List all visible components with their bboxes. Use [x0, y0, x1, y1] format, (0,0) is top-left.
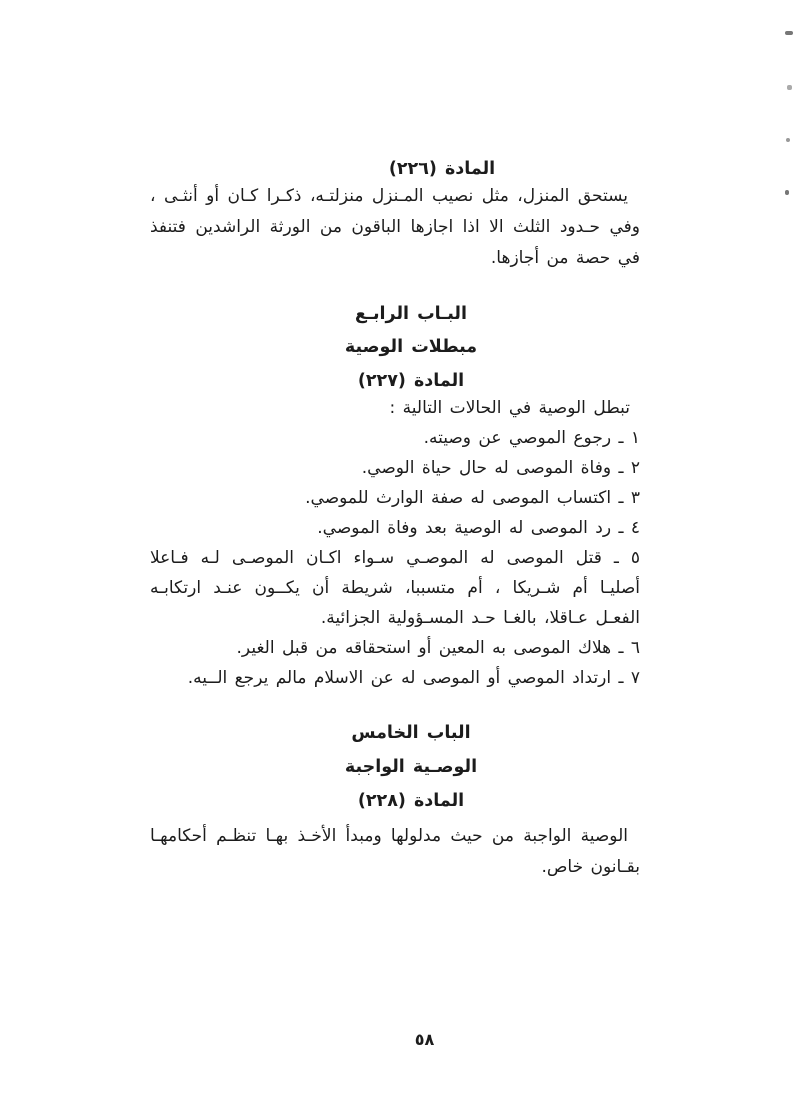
- article-226-heading: المادة (٢٢٦): [388, 159, 496, 179]
- list-item-5: ٥ ـ قتل الموصى له الموصـي سـواء اكـان الموصـى لـه فـاعلا أصليـا أم شـريكا ، أم متسببا، شريطة أن يكــون عنـد ارتكابـه الفعـل عـاقلا، بالغـا حـد المسـؤولية الجزائية.: [150, 548, 640, 628]
- page-number: ٥٨: [414, 1030, 435, 1049]
- scan-speck: [785, 190, 789, 195]
- chapter-5-subtitle: الوصـية الواجبة: [344, 757, 478, 777]
- article-227-heading: المادة (٢٢٧): [357, 371, 465, 391]
- chapter-4-title: البـاب الرابـع: [355, 304, 467, 324]
- article-226-body: يستحق المنزل، مثل نصيب المـنزل منزلتـه، ذكـرا كـان أو أنثـى ، وفي حـدود الثلث الا اذا اجازها الباقون من الورثة الراشدين فتنفذ في حصة من أجازها.: [150, 186, 640, 268]
- chapter-4-subtitle: مبطلات الوصية: [344, 337, 478, 357]
- scan-speck: [787, 85, 792, 90]
- chapter-5-title: الباب الخامس: [351, 723, 471, 743]
- page-content: [150, 157, 640, 883]
- scan-speck: [786, 138, 790, 142]
- list-item-4: ٤ ـ رد الموصى له الوصية بعد وفاة الموصي.: [317, 518, 640, 538]
- list-item-1: ١ ـ رجوع الموصي عن وصيته.: [423, 428, 640, 448]
- list-item-6: ٦ ـ هلاك الموصى به المعين أو استحقاقه من قبل الغير.: [236, 638, 640, 658]
- scan-speck: [785, 31, 793, 35]
- list-item-7: ٧ ـ ارتداد الموصي أو الموصى له عن الاسلام مالم يرجع الــيه.: [187, 668, 640, 688]
- article-228-body: الوصية الواجبة من حيث مدلولها ومبدأ الأخـذ بهـا تنظـم أحكامهـا بقـانون خاص.: [150, 826, 640, 877]
- article-227-list: [150, 423, 640, 693]
- article-228-heading: المادة (٢٢٨): [357, 791, 465, 811]
- list-item-3: ٣ ـ اكتساب الموصى له صفة الوارث للموصي.: [305, 488, 640, 508]
- article-227-intro: تبطل الوصية في الحالات التالية :: [389, 398, 630, 418]
- list-item-2: ٢ ـ وفاة الموصى له حال حياة الوصي.: [361, 458, 640, 478]
